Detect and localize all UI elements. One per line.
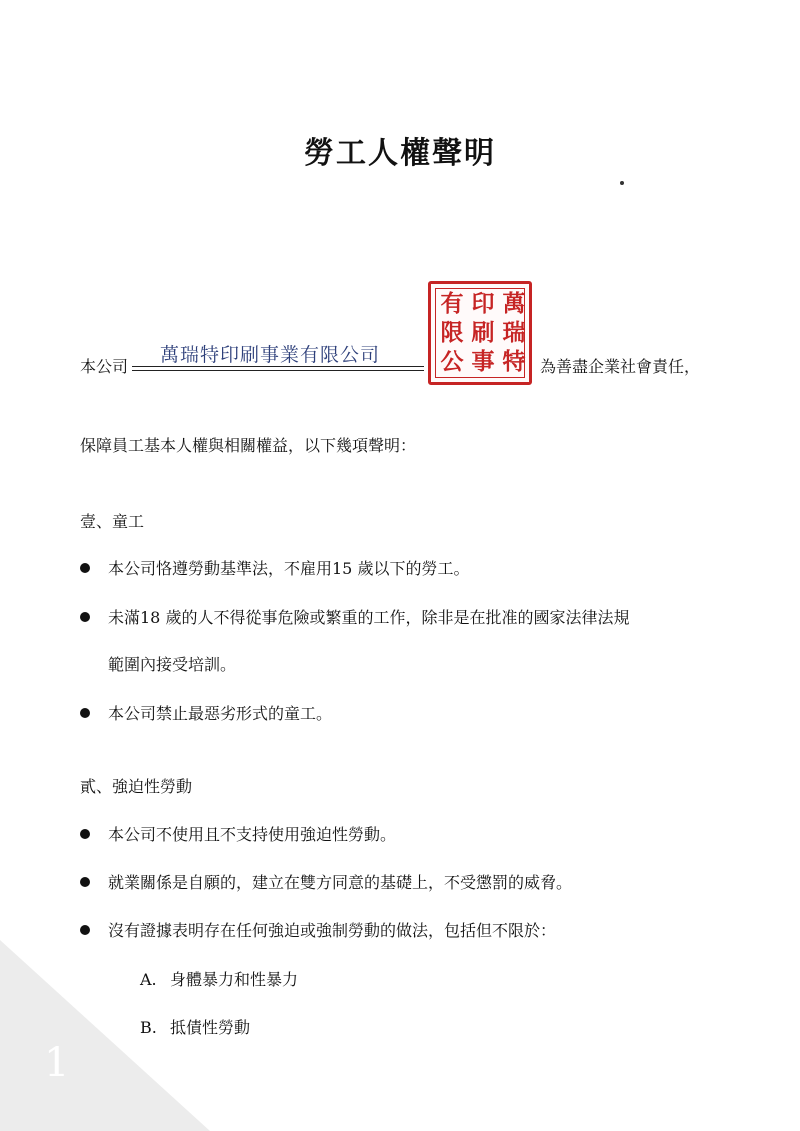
page-corner-shade — [0, 940, 210, 1131]
scan-speck — [620, 181, 624, 185]
list-item — [80, 918, 556, 941]
list-item-text: 未滿18 歲的人不得從事危險或繁重的工作，除非是在批准的國家法律法規 — [108, 608, 630, 627]
sub-item-letter: B. — [140, 1018, 157, 1037]
company-seal-stamp — [428, 281, 532, 385]
list-item-continuation: 範圍內接受培訓。 — [108, 655, 237, 674]
list-item — [80, 605, 629, 628]
intro-suffix: 為善盡企業社會責任， — [540, 357, 701, 376]
seal-column-1 — [499, 290, 529, 377]
seal-char: 事 — [471, 349, 495, 375]
list-item-text: 就業關係是自願的，建立在雙方同意的基礎上，不受懲罰的威脅。 — [108, 873, 573, 892]
seal-char: 瑞 — [502, 320, 526, 346]
section-heading-forced-labor: 貳、強迫性勞動 — [80, 777, 193, 796]
seal-char: 公 — [440, 349, 464, 375]
list-item-text: 本公司恪遵勞動基準法，不雇用15 歲以下的勞工。 — [108, 559, 470, 578]
page-number: 1 — [44, 1040, 70, 1086]
company-name: 萬瑞特印刷事業有限公司 — [160, 344, 381, 366]
list-item — [80, 822, 396, 845]
sub-item-text: 抵債性勞動 — [170, 1018, 251, 1037]
bullet-dot-icon — [80, 612, 90, 622]
document-title: 勞工人權聲明 — [304, 136, 496, 171]
list-item — [80, 701, 332, 724]
intro-line-2: 保障員工基本人權與相關權益，以下幾項聲明： — [80, 436, 417, 455]
company-underline — [132, 366, 424, 367]
bullet-dot-icon — [80, 708, 90, 718]
intro-prefix: 本公司 — [80, 357, 129, 376]
bullet-dot-icon — [80, 829, 90, 839]
seal-char: 印 — [471, 291, 495, 317]
bullet-dot-icon — [80, 563, 90, 573]
company-underline-2 — [132, 370, 424, 371]
section-heading-child-labor: 壹、童工 — [80, 512, 145, 531]
seal-column-2 — [468, 290, 498, 377]
seal-column-3 — [437, 290, 467, 377]
list-item-text: 沒有證據表明存在任何強迫或強制勞動的做法，包括但不限於： — [108, 921, 557, 940]
seal-char: 刷 — [471, 320, 495, 346]
seal-char: 有 — [440, 291, 464, 317]
list-item-text: 本公司禁止最惡劣形式的童工。 — [108, 704, 333, 723]
list-item-text: 本公司不使用且不支持使用強迫性勞動。 — [108, 825, 397, 844]
seal-char: 限 — [440, 320, 464, 346]
seal-char: 萬 — [502, 291, 526, 317]
bullet-dot-icon — [80, 877, 90, 887]
sub-item-text: 身體暴力和性暴力 — [170, 970, 299, 989]
sub-item-letter: A. — [140, 970, 157, 989]
seal-char: 特 — [502, 349, 526, 375]
list-item — [80, 870, 572, 893]
list-item — [80, 556, 469, 579]
bullet-dot-icon — [80, 925, 90, 935]
